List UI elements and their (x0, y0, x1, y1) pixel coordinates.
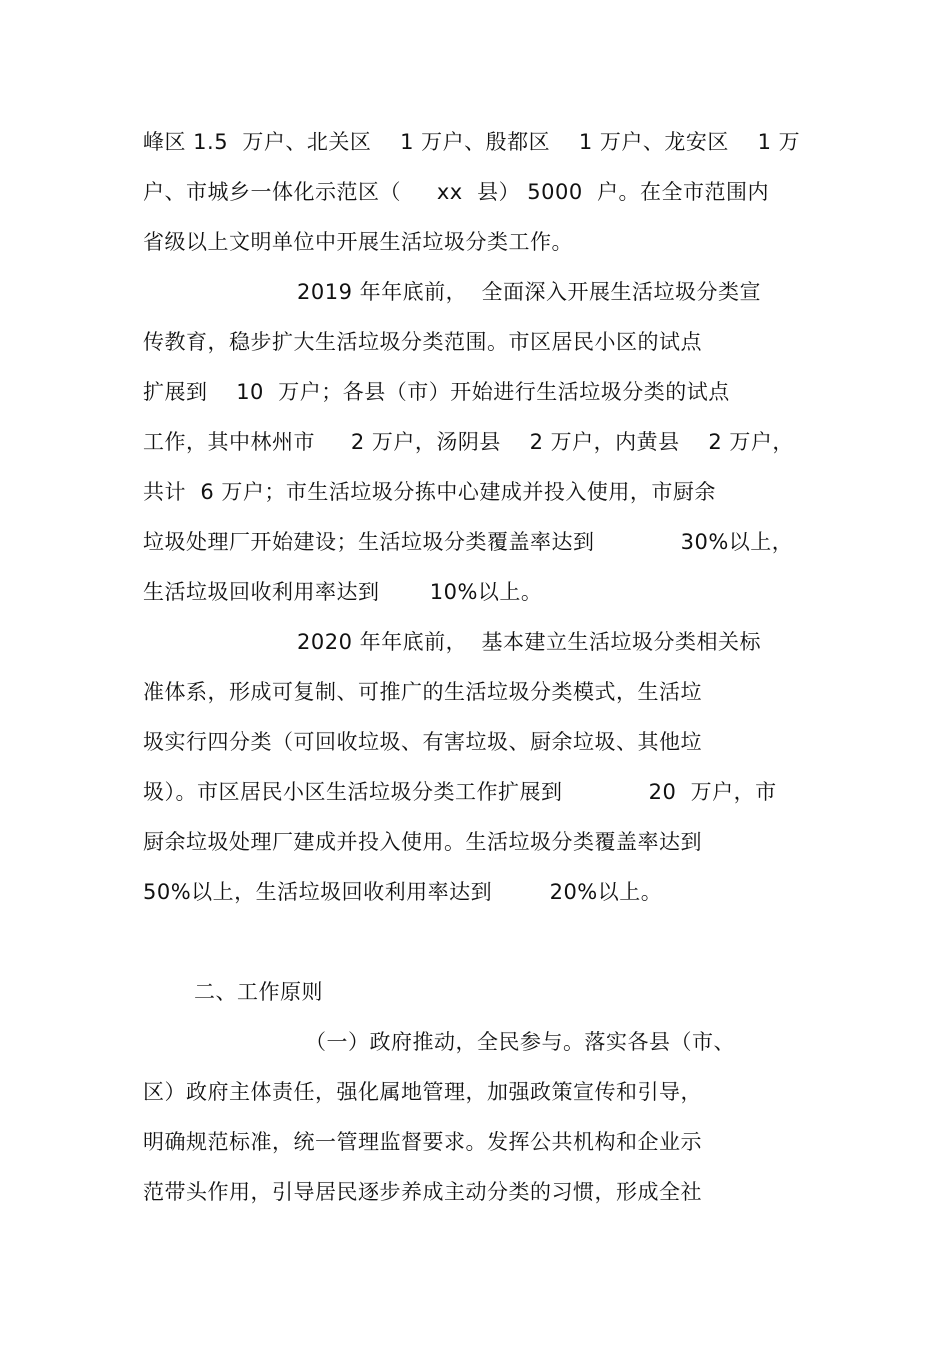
section-heading: 二、工作原则 (194, 980, 323, 1004)
paragraph-line: 户、市城乡一体化示范区（ xx 县） 5000 户。在全市范围内 (143, 180, 770, 204)
paragraph-line: 准体系，形成可复制、可推广的生活垃圾分类模式，生活垃 (143, 680, 702, 704)
paragraph-line: （一）政府推动，全民参与。落实各县（市、 (305, 1030, 735, 1054)
paragraph-line: 传教育，稳步扩大生活垃圾分类范围。市区居民小区的试点 (143, 330, 702, 354)
paragraph-line: 厨余垃圾处理厂建成并投入使用。生活垃圾分类覆盖率达到 (143, 830, 702, 854)
paragraph-line: 2020 年年底前， 基本建立生活垃圾分类相关标 (297, 630, 761, 654)
paragraph-line: 2019 年年底前， 全面深入开展生活垃圾分类宣 (297, 280, 761, 304)
paragraph-line: 共计 6 万户；市生活垃圾分拣中心建成并投入使用，市厨余 (143, 480, 716, 504)
paragraph-line: 50%以上，生活垃圾回收利用率达到 20%以上。 (143, 880, 663, 904)
paragraph-line: 峰区 1.5 万户、北关区 1 万户、殷都区 1 万户、龙安区 1 万 (143, 130, 801, 154)
paragraph-line: 生活垃圾回收利用率达到 10%以上。 (143, 580, 543, 604)
paragraph-line: 省级以上文明单位中开展生活垃圾分类工作。 (143, 230, 573, 254)
paragraph-line: 圾实行四分类（可回收垃圾、有害垃圾、厨余垃圾、其他垃 (143, 730, 702, 754)
paragraph-line: 范带头作用，引导居民逐步养成主动分类的习惯，形成全社 (143, 1180, 702, 1204)
paragraph-line: 垃圾处理厂开始建设；生活垃圾分类覆盖率达到 30%以上， (143, 530, 794, 554)
paragraph-line: 圾）。市区居民小区生活垃圾分类工作扩展到 20 万户，市 (143, 780, 777, 804)
paragraph-line: 扩展到 10 万户；各县（市）开始进行生活垃圾分类的试点 (143, 380, 730, 404)
paragraph-line: 区）政府主体责任，强化属地管理，加强政策宣传和引导， (143, 1080, 702, 1104)
paragraph-line: 工作，其中林州市 2 万户，汤阴县 2 万户，内黄县 2 万户， (143, 430, 794, 454)
paragraph-line: 明确规范标准，统一管理监督要求。发挥公共机构和企业示 (143, 1130, 702, 1154)
